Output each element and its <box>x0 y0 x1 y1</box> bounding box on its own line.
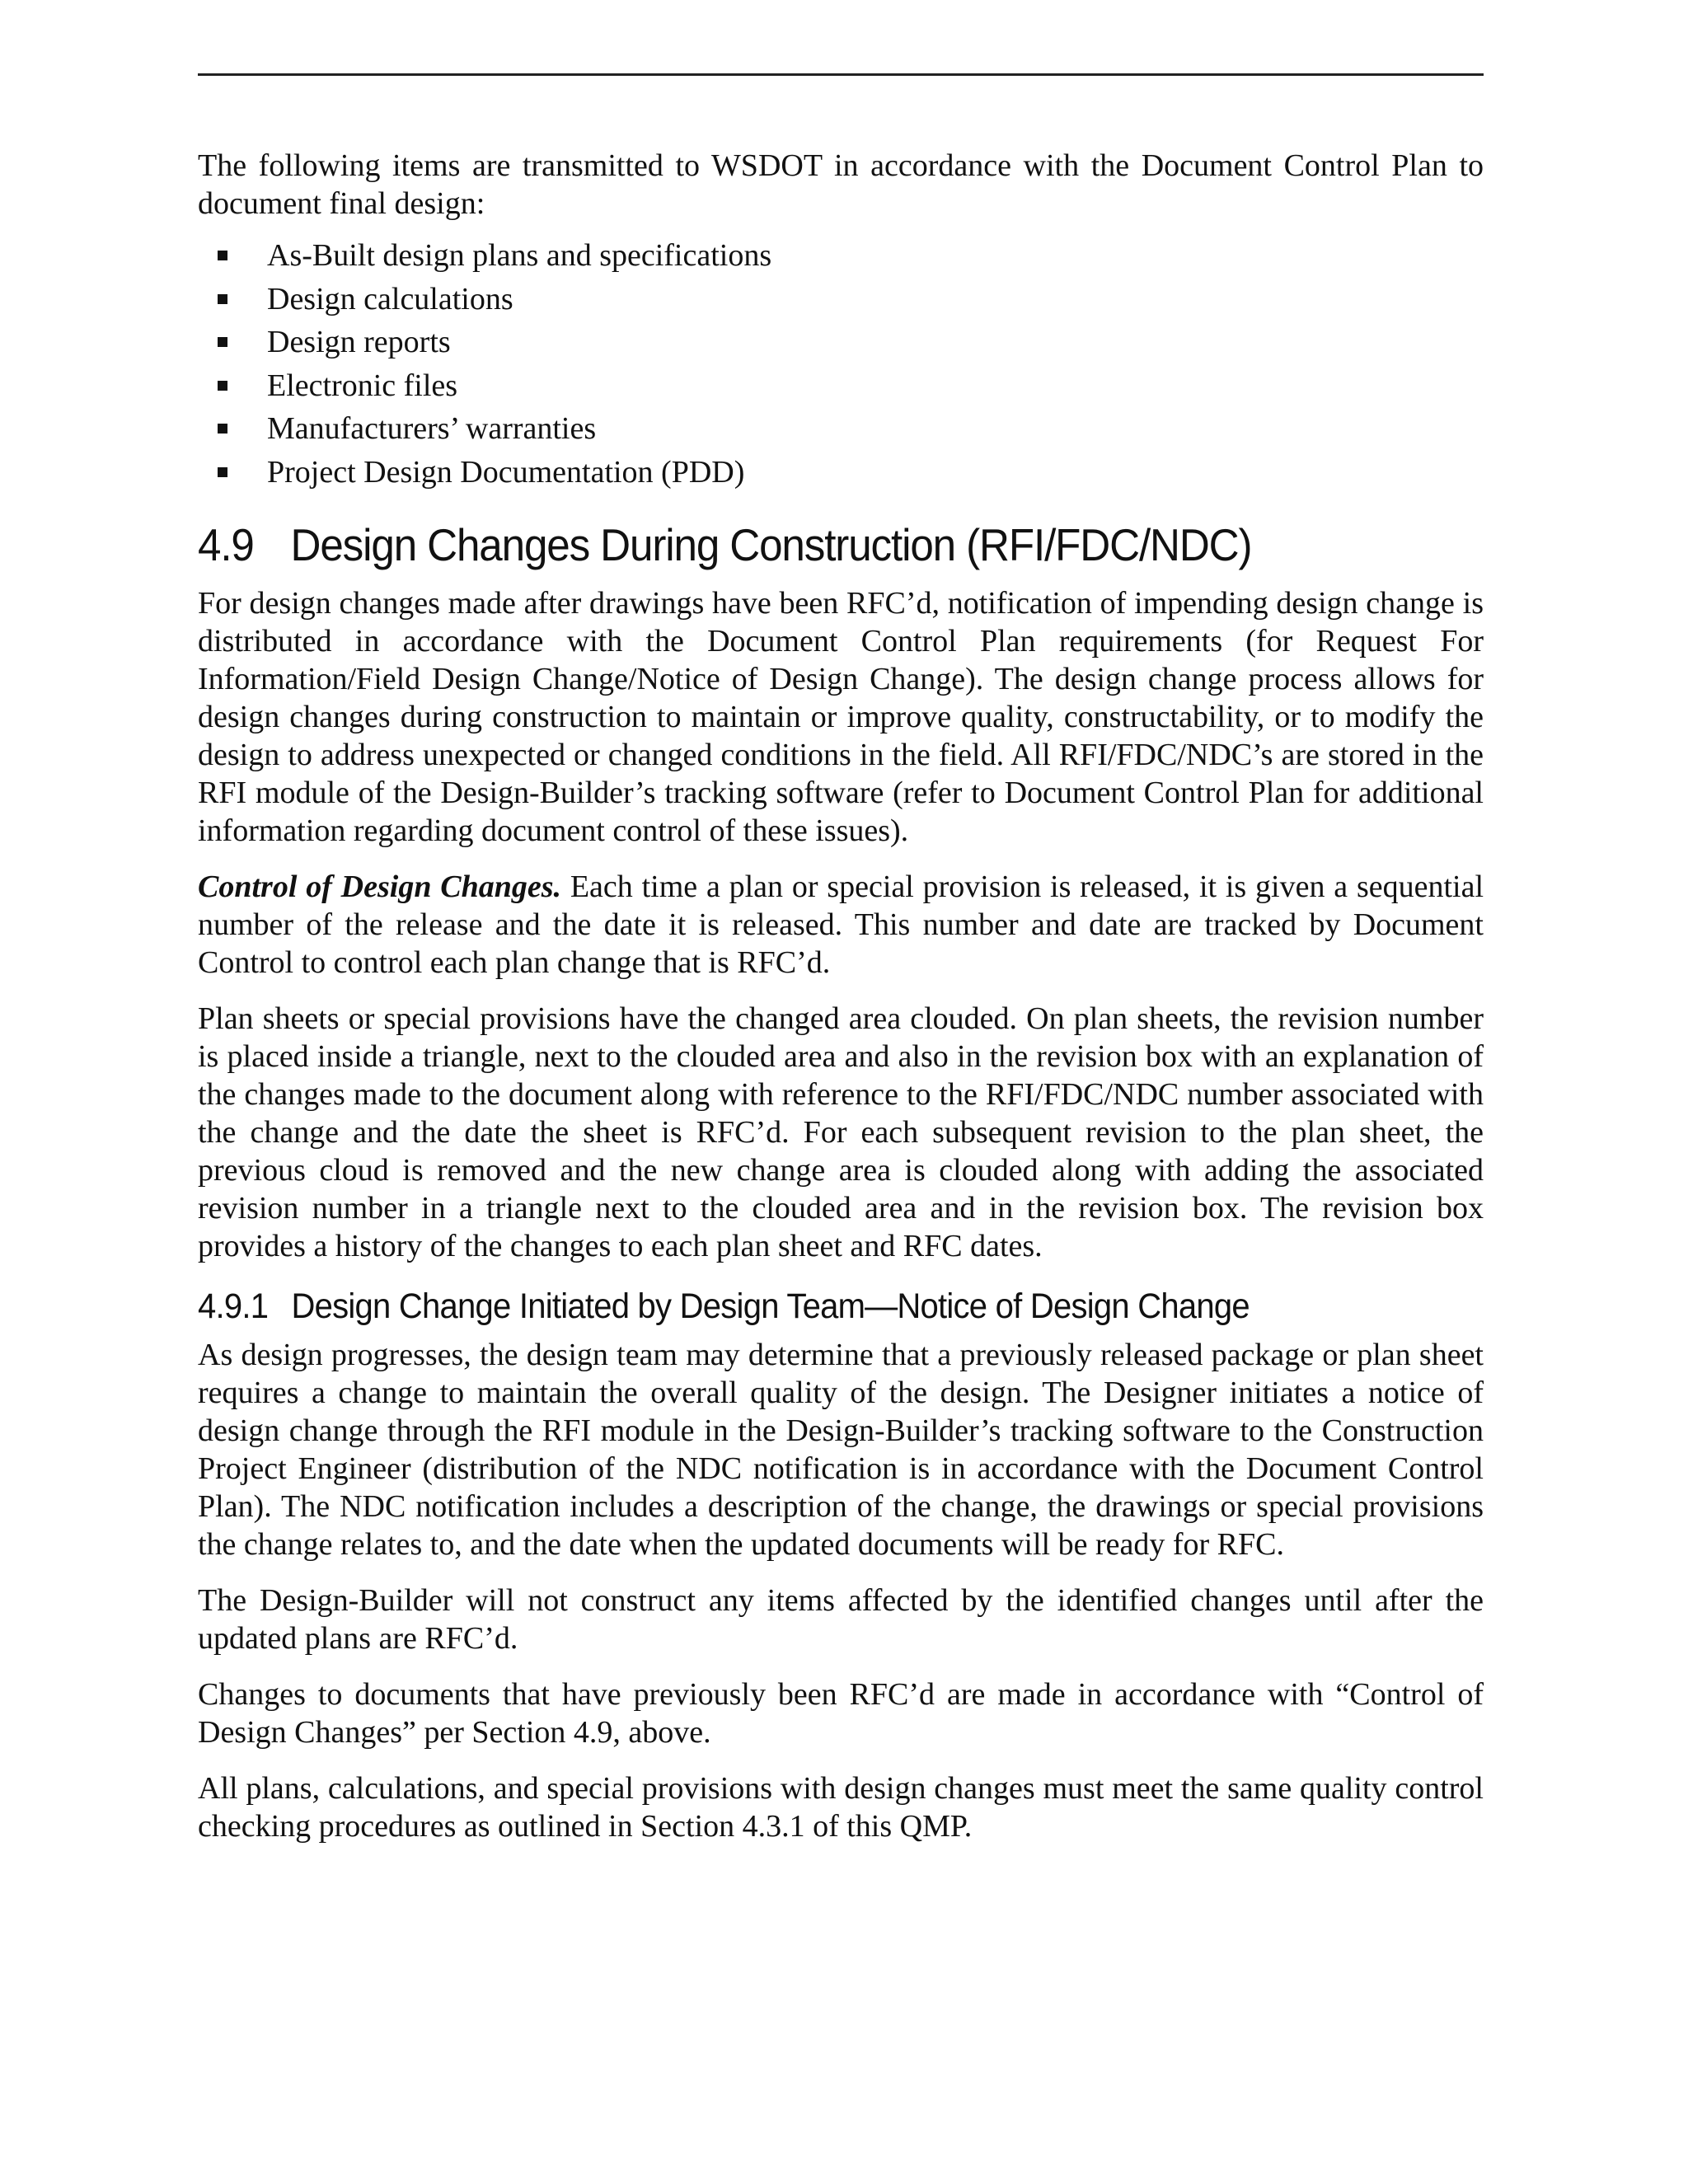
list-item: Project Design Documentation (PDD) <box>198 451 1484 494</box>
list-item: Electronic files <box>198 364 1484 408</box>
design-progress-paragraph: As design progresses, the design team may determine that a previously released package or plan sheet requires a change to maintain the overall quality of the design. The Designer initiates a notice of design change through the RFI module in the Design-Builder’s tracking software to the Construction Project Engineer (distribution of the NDC notification is in accordance with the Document Control Plan). The NDC notification includes a description of the change, the drawings or special provisions the change relates to, and the date when the updated documents will be ready for RFC. <box>198 1338 1484 1562</box>
section-4-9-heading <box>198 515 1394 574</box>
control-of-design-changes-paragraph <box>198 868 1484 982</box>
list-item: Design reports <box>198 321 1484 364</box>
qc-checking-paragraph: All plans, calculations, and special provisions with design changes must meet the same quality control checking procedures as outlined in Section 4.3.1 of this QMP. <box>198 1771 1484 1844</box>
page-content <box>198 147 1484 1863</box>
paragraph-body: Each time a plan or special provision is released, it is given a sequential number of the release and the date it is released. This number and date are tracked by Document Control to control each plan change that is RFC’d. <box>198 869 1484 980</box>
square-bullet-icon <box>218 381 227 391</box>
square-bullet-icon <box>218 424 227 434</box>
list-item: Manufacturers’ warranties <box>198 407 1484 451</box>
subsection-number: 4.9.1 <box>198 1286 269 1326</box>
intro-paragraph: The following items are transmitted to WSDOT in accordance with the Document Control Plan to document final design: <box>198 148 1484 221</box>
construction-hold-paragraph: The Design-Builder will not construct any items affected by the identified changes until after the updated plans are RFC’d. <box>198 1583 1484 1656</box>
rfc-changes-paragraph: Changes to documents that have previously been RFC’d are made in accordance with “Control of Design Changes” per Section 4.9, above. <box>198 1677 1484 1750</box>
subsection-title: Design Change Initiated by Design Team—Notice of Design Change <box>291 1286 1250 1326</box>
design-changes-paragraph: For design changes made after drawings have been RFC’d, notification of impending design change is distributed in accordance with the Document Control Plan requirements (for Request For Information/Field Design Change/Notice of Design Change). The design change process allows for design changes during construction to maintain or improve quality, constructability, or to modify the design to address unexpected or changed conditions in the field. All RFI/FDC/NDC’s are stored in the RFI module of the Design-Builder’s tracking software (refer to Document Control Plan for additional information regarding document control of these issues). <box>198 586 1484 848</box>
run-in-heading: Control of Design Changes. <box>198 869 562 904</box>
square-bullet-icon <box>218 467 227 477</box>
section-number: 4.9 <box>198 519 254 570</box>
square-bullet-icon <box>218 337 227 347</box>
section-title: Design Changes During Construction (RFI/FDC/NDC) <box>290 519 1252 570</box>
section-4-9-1-heading <box>198 1283 1394 1329</box>
plan-sheets-paragraph: Plan sheets or special provisions have the changed area clouded. On plan sheets, the revision number is placed inside a triangle, next to the clouded area and also in the revision box with an explanation of the changes made to the document along with reference to the RFI/FDC/NDC number associated with the change and the date the sheet is RFC’d. For each subsequent revision to the plan sheet, the previous cloud is removed and the new change area is clouded along with adding the associated revision number in a triangle next to the clouded area and in the revision box. The revision box provides a history of the changes to each plan sheet and RFC dates. <box>198 1001 1484 1263</box>
deliverables-list <box>198 234 1484 494</box>
header-rule <box>198 73 1484 76</box>
list-item: Design calculations <box>198 278 1484 321</box>
list-item: As-Built design plans and specifications <box>198 234 1484 278</box>
square-bullet-icon <box>218 294 227 304</box>
square-bullet-icon <box>218 251 227 260</box>
